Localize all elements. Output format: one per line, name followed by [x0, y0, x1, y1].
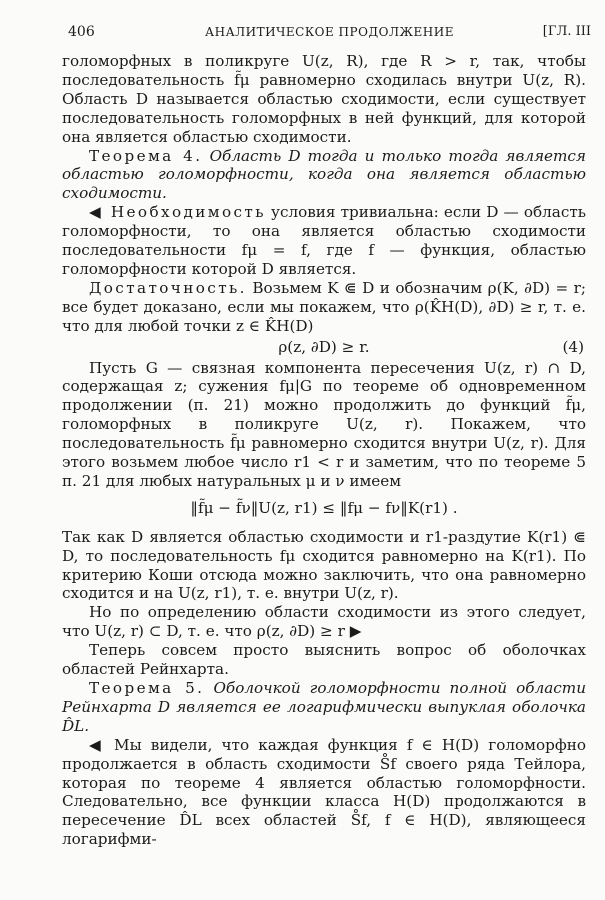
page-number: 406 [68, 24, 95, 40]
running-header [68, 24, 591, 48]
chapter-label: [ГЛ. III [542, 24, 591, 39]
necessity-label: ◀ Необходимость [89, 203, 266, 222]
theorem-5-statement: Оболочкой голоморфности полной области Рейнхарта D является ее логарифмически выпуклая оболочка D̂L. [62, 679, 586, 735]
formula-norm-inequality [62, 499, 586, 518]
page-body [62, 52, 586, 849]
equation-number: (4) [562, 337, 584, 356]
paragraph: Теперь совсем просто выяснить вопрос об оболочках областей Рейнхарта. [62, 641, 586, 679]
formula-4-expression: ρ(z, ∂D) ≥ r. [278, 337, 370, 356]
theorem-5-label: Теорема 5. [89, 679, 205, 697]
formula-4 [62, 338, 586, 357]
theorem-4-label: Теорема 4. [89, 146, 203, 165]
running-title: АНАЛИТИЧЕСКОЕ ПРОДОЛЖЕНИЕ [205, 25, 454, 39]
paragraph: Пусть G — связная компонента пересечения U(z, r) ∩ D, содержащая z; сужения fμ|G по теореме об одновременном продолжении (п. 21) можно продолжить до функций f̃μ, голоморфных в поликруге U(z, r). Покажем, что последовательность f̃μ равномерно сходится внутри U(z, r). Для этого возьмем любое число r1 < r и заметим, что по теореме 5 п. 21 для любых натуральных μ и ν имеем [62, 358, 586, 490]
theorem-4-statement: Область D тогда и только тогда является областью голоморфности, когда она является областью сходимости. [62, 146, 586, 203]
sufficiency-label: Достаточность. [89, 278, 247, 297]
paragraph: Так как D является областью сходимости и r1-раздутие K(r1) ⋐ D, то последовательность fμ сходится равномерно на K(r1). По критерию Коши отсюда можно заключить, что она равномерно сходится и на U(z, r1), т. е. внутри U(z, r). [62, 527, 586, 603]
paragraph: голоморфных в поликруге U(z, R), где R > r, так, чтобы последовательность f̃μ равномерно сходилась внутри U(z, R). Область D называется областью сходимости, если существует последовательность голоморфных в ней функций, для которой она является областью сходимости. [62, 52, 586, 146]
necessity-text: условия тривиальна: если D — область голоморфности, то она является областью сходимости последовательности fμ = f, где f — функция, областью голоморфности которой D является. [62, 203, 587, 278]
formula-norm-expression: ‖f̃μ − f̃ν‖U(z, r1) ≤ ‖fμ − fν‖K(r1) . [190, 498, 458, 517]
theorem-5 [62, 679, 586, 736]
sufficiency-text: Возьмем K ⋐ D и обозначим ρ(K, ∂D) = r; все будет доказано, если мы покажем, что ρ(K̂H(D), ∂D) ≥ r, т. е. что для любой точки z ∈ K̂H(D) [62, 278, 587, 335]
paragraph: ◀ Мы видели, что каждая функция f ∈ H(D) голоморфно продолжается в область сходимости S̊f своего ряда Тейлора, которая по теореме 4 является областью голоморфности. Следовательно, все функции класса H(D) продолжаются в пересечение D̂L всех областей S̊f, f ∈ H(D), являющееся логарифми- [62, 735, 586, 849]
necessity-paragraph [62, 203, 586, 279]
sufficiency-paragraph [62, 279, 586, 336]
theorem-4 [62, 147, 586, 204]
paragraph: Но по определению области сходимости из этого следует, что U(z, r) ⊂ D, т. е. что ρ(z, ∂D) ≥ r ▶ [62, 603, 586, 641]
